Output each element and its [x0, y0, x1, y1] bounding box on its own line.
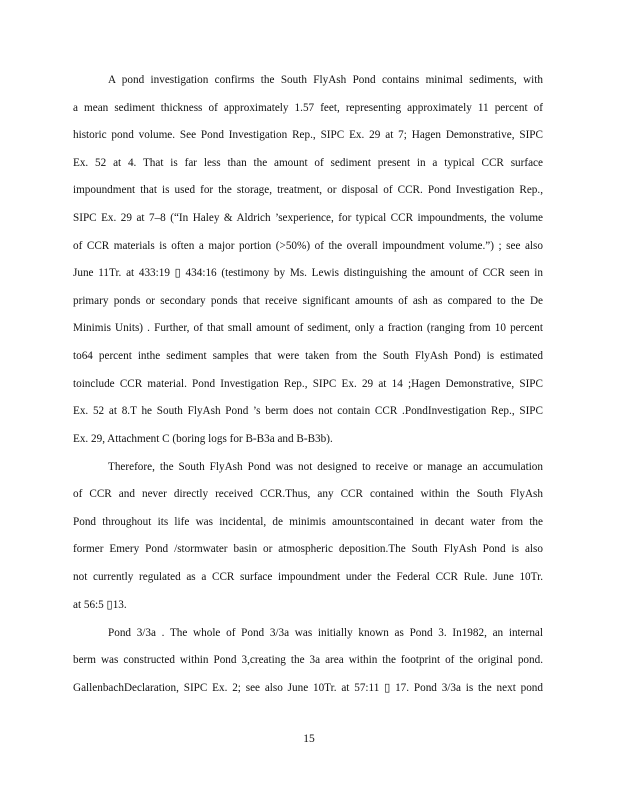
- text-line: not currently regulated as a CCR surface impoundment under the Federal CCR Rule. June 10Tr.: [73, 571, 543, 583]
- text-line: A pond investigation confirms the South FlyAsh Pond contains minimal sediments, with: [108, 74, 543, 86]
- text-line: at 56:5 ▯13.: [73, 599, 127, 611]
- text-line: GallenbachDeclaration, SIPC Ex. 2; see also June 10Tr. at 57:11 ▯ 17. Pond 3/3a is the next pond: [73, 682, 543, 694]
- text-line: Therefore, the South FlyAsh Pond was not designed to receive or manage an accumulation: [108, 461, 543, 473]
- text-line: Minimis Units) . Further, of that small amount of sediment, only a fraction (ranging from 10 percent: [73, 322, 543, 334]
- text-line: toinclude CCR material. Pond Investigation Rep., SIPC Ex. 29 at 14 ;Hagen Demonstrative, SIPC: [73, 378, 543, 390]
- text-line: Ex. 52 at 4. That is far less than the amount of sediment present in a typical CCR surface: [73, 157, 543, 169]
- text-line: to64 percent inthe sediment samples that were taken from the South FlyAsh Pond) is estimated: [73, 350, 543, 362]
- text-line: SIPC Ex. 29 at 7–8 (“In Haley & Aldrich ’sexperience, for typical CCR impoundments, the volume: [73, 212, 543, 224]
- text-line: Pond throughout its life was incidental, de minimis amountscontained in decant water from the: [73, 516, 543, 528]
- text-line: Pond 3/3a . The whole of Pond 3/3a was initially known as Pond 3. In1982, an internal: [108, 627, 543, 639]
- text-line: former Emery Pond /stormwater basin or atmospheric deposition.The South FlyAsh Pond is also: [73, 543, 543, 555]
- text-line: berm was constructed within Pond 3,creating the 3a area within the footprint of the original pond.: [73, 654, 543, 666]
- page-number: 15: [303, 733, 315, 745]
- text-line: of CCR and never directly received CCR.Thus, any CCR contained within the South FlyAsh: [73, 488, 543, 500]
- text-line: historic pond volume. See Pond Investigation Rep., SIPC Ex. 29 at 7; Hagen Demonstrative, SIPC: [73, 129, 543, 141]
- text-line: of CCR materials is often a major portion (>50%) of the overall impoundment volume.”) ; see also: [73, 240, 543, 252]
- text-line: impoundment that is used for the storage, treatment, or disposal of CCR. Pond Investigation Rep.,: [73, 184, 543, 196]
- text-line: Ex. 29, Attachment C (boring logs for B-B3a and B-B3b).: [73, 433, 333, 445]
- text-line: primary ponds or secondary ponds that receive significant amounts of ash as compared to the De: [73, 295, 543, 307]
- text-line: a mean sediment thickness of approximately 1.57 feet, representing approximately 11 percent of: [73, 102, 543, 114]
- text-line: Ex. 52 at 8.T he South FlyAsh Pond ’s berm does not contain CCR .PondInvestigation Rep., SIPC: [73, 405, 543, 417]
- text-line: June 11Tr. at 433:19 ▯ 434:16 (testimony by Ms. Lewis distinguishing the amount of CCR seen in: [73, 267, 543, 279]
